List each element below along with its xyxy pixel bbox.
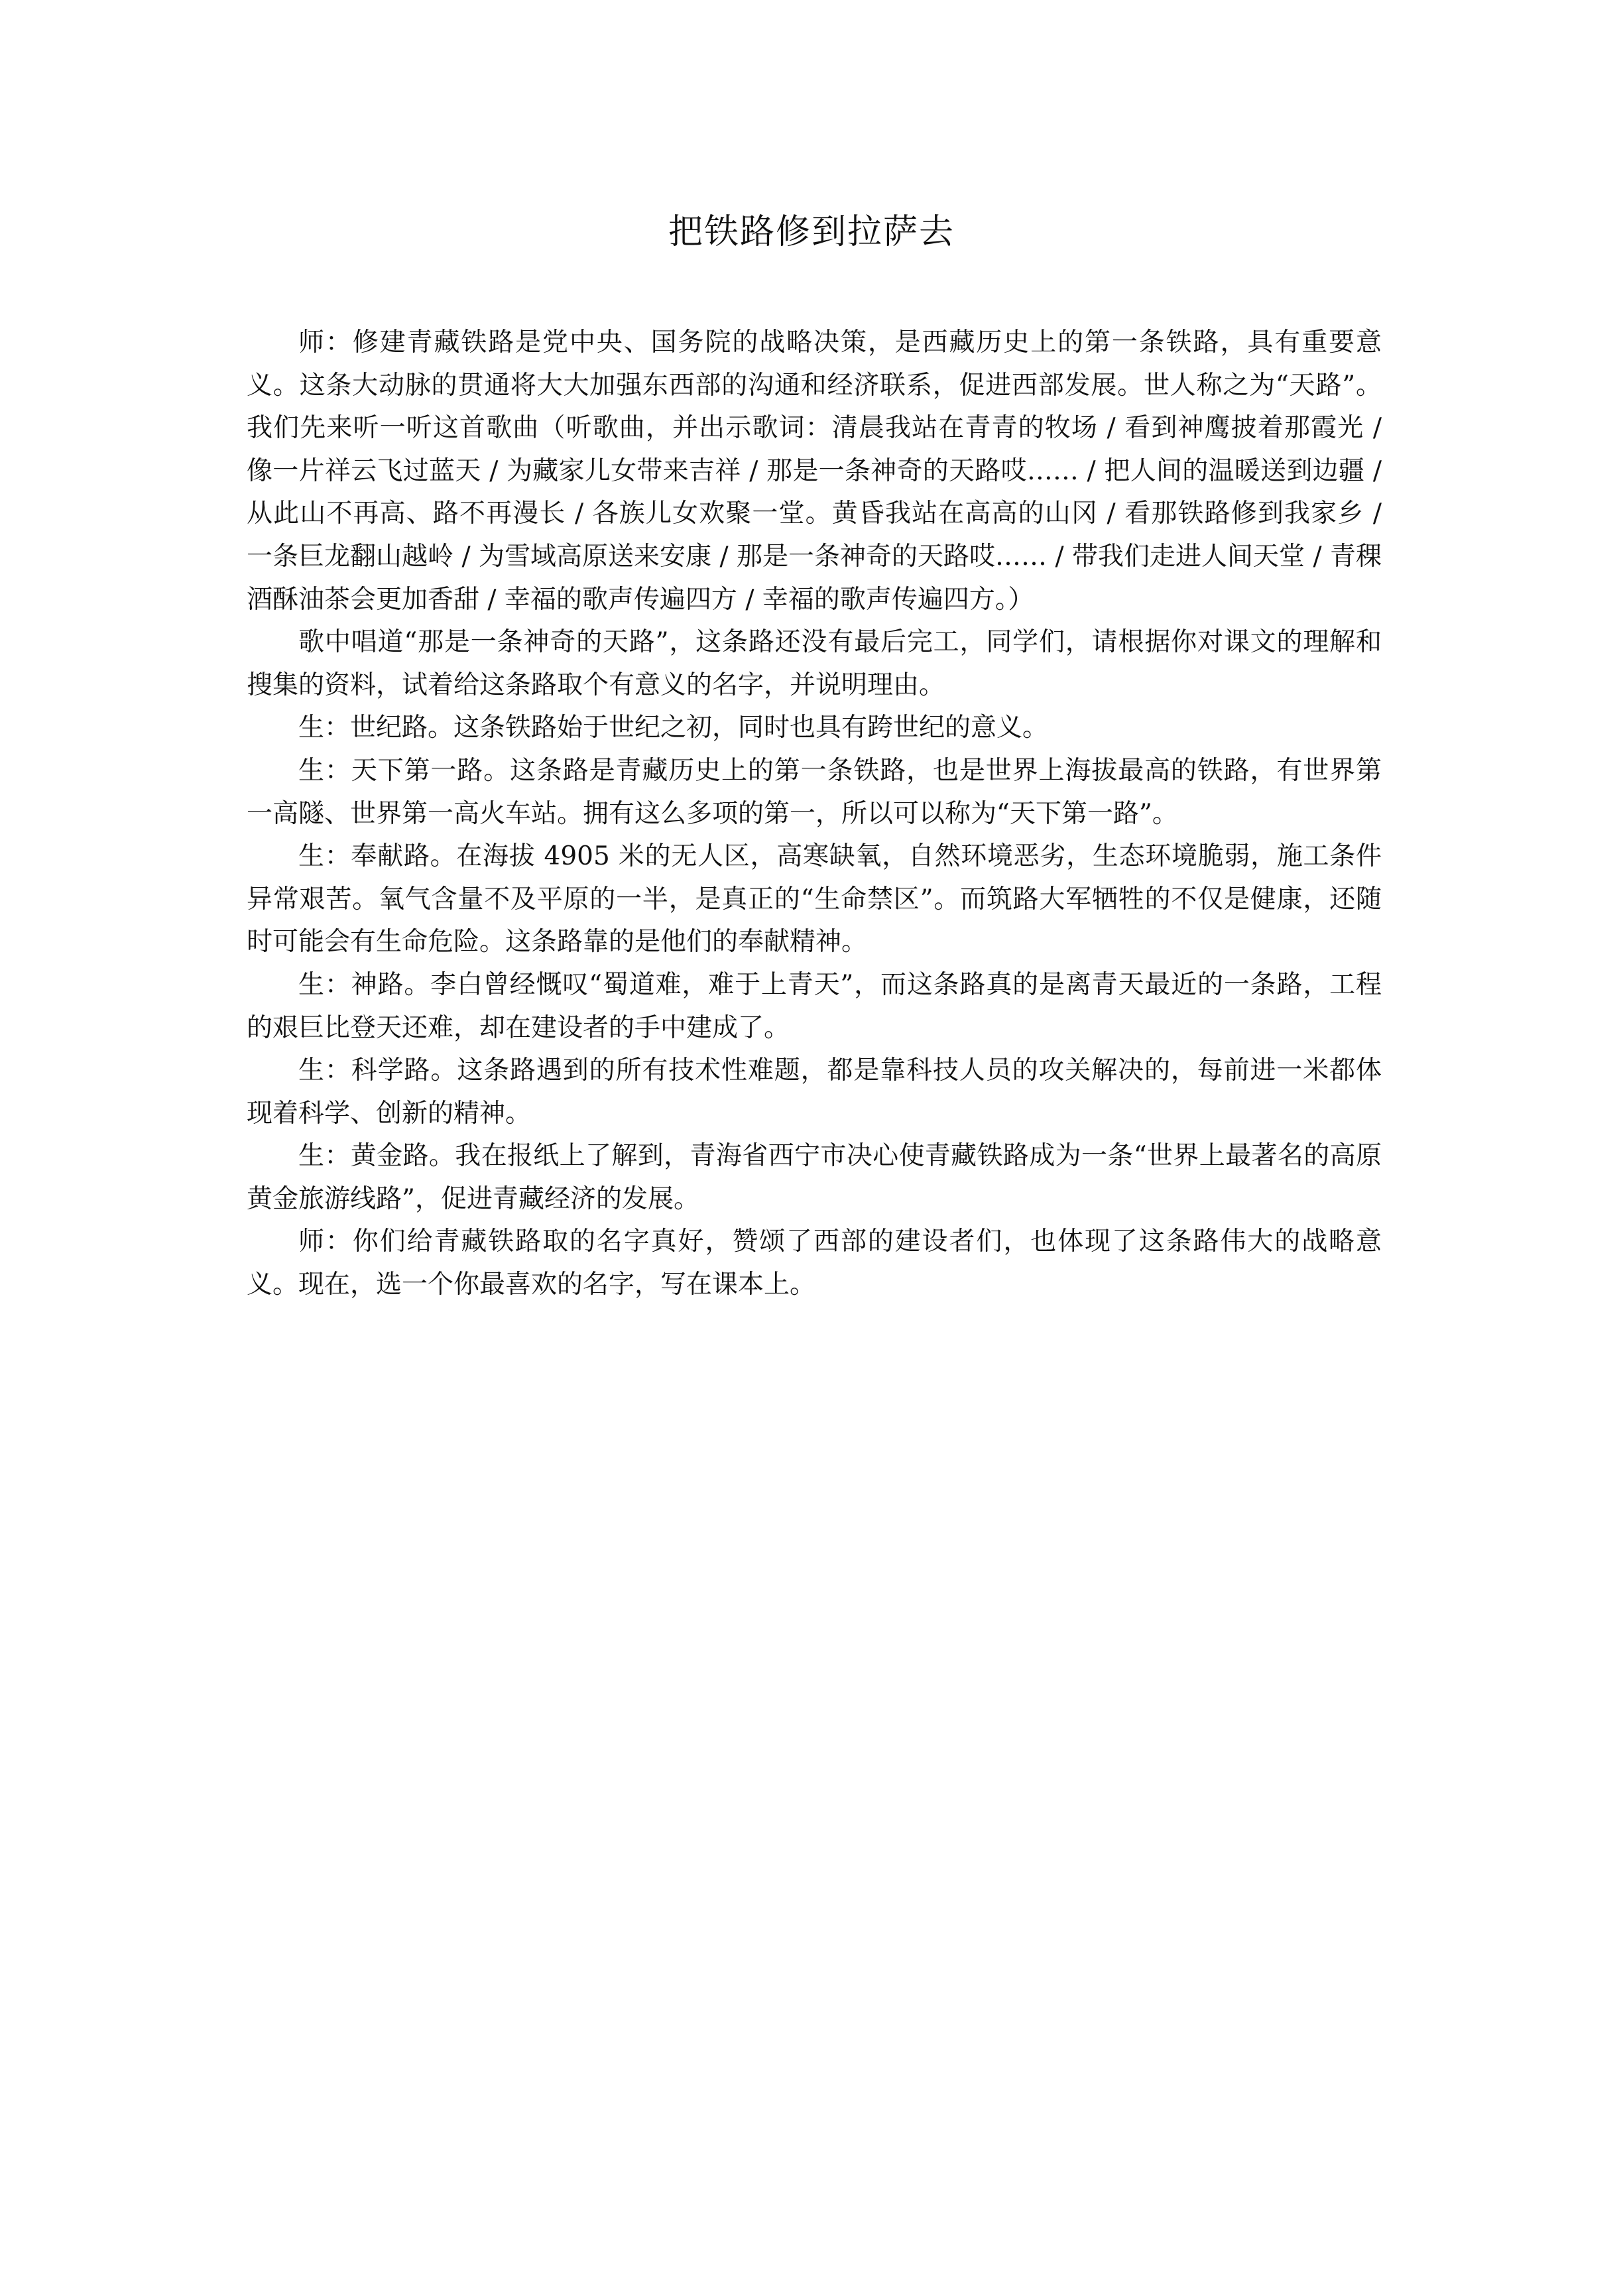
paragraph-student-golden-road: 生：黄金路。我在报纸上了解到，青海省西宁市决心使青藏铁路成为一条“世界上最著名的高原黄金旅游线路”，促进青藏经济的发展。 [247,1141,1382,1214]
paragraph-question: 歌中唱道“那是一条神奇的天路”，这条路还没有最后完工，同学们，请根据你对课文的理解和搜集的资料，试着给这条路取个有意义的名字，并说明理由。 [247,627,1382,700]
paragraph-teacher-intro: 师：修建青藏铁路是党中央、国务院的战略决策，是西藏历史上的第一条铁路，具有重要意义。这条大动脉的贯通将大大加强东西部的沟通和经济联系，促进西部发展。世人称之为“天路”。我们先来听一听这首歌曲（听歌曲，并出示歌词：清晨我站在青青的牧场 / 看到神鹰披着那霞光 / 像一片祥云飞过蓝天 / 为藏家儿女带来吉祥 / 那是一条神奇的天路哎…… / 把人间的温暖送到边疆 / 从此山不再高、路不再漫长 / 各族儿女欢聚一堂。黄昏我站在高高的山冈 / 看那铁路修到我家乡 / 一条巨龙翻山越岭 / 为雪域高原送来安康 / 那是一条神奇的天路哎…… / 带我们走进人间天堂 / 青稞酒酥油茶会更加香甜 / 幸福的歌声传遍四方 / 幸福的歌声传遍四方。） [247,328,1382,615]
paragraph-student-science-road: 生：科学路。这条路遇到的所有技术性难题，都是靠科技人员的攻关解决的，每前进一米都体现着科学、创新的精神。 [247,1056,1382,1128]
document-title: 把铁路修到拉萨去 [668,212,955,252]
paragraph-student-divine-road: 生：神路。李白曾经慨叹“蜀道难，难于上青天”，而这条路真的是离青天最近的一条路，工程的艰巨比登天还难，却在建设者的手中建成了。 [247,969,1382,1043]
paragraph-student-century-road: 生：世纪路。这条铁路始于世纪之初，同时也具有跨世纪的意义。 [298,713,1049,743]
document-body [247,322,1382,1307]
paragraph-student-dedication-road: 生：奉献路。在海拔 4905 米的无人区，高寒缺氧，自然环境恶劣，生态环境脆弱，施工条件异常艰苦。氧气含量不及平原的一半，是真正的“生命禁区”。而筑路大军牺牲的不仅是健康，还随时可能会有生命危险。这条路靠的是他们的奉献精神。 [247,841,1382,957]
paragraph-student-first-road: 生：天下第一路。这条路是青藏历史上的第一条铁路，也是世界上海拔最高的铁路，有世界第一高隧、世界第一高火车站。拥有这么多项的第一，所以可以称为“天下第一路”。 [247,755,1382,829]
paragraph-teacher-conclusion: 师：你们给青藏铁路取的名字真好，赞颂了西部的建设者们，也体现了这条路伟大的战略意义。现在，选一个你最喜欢的名字，写在课本上。 [247,1227,1382,1300]
